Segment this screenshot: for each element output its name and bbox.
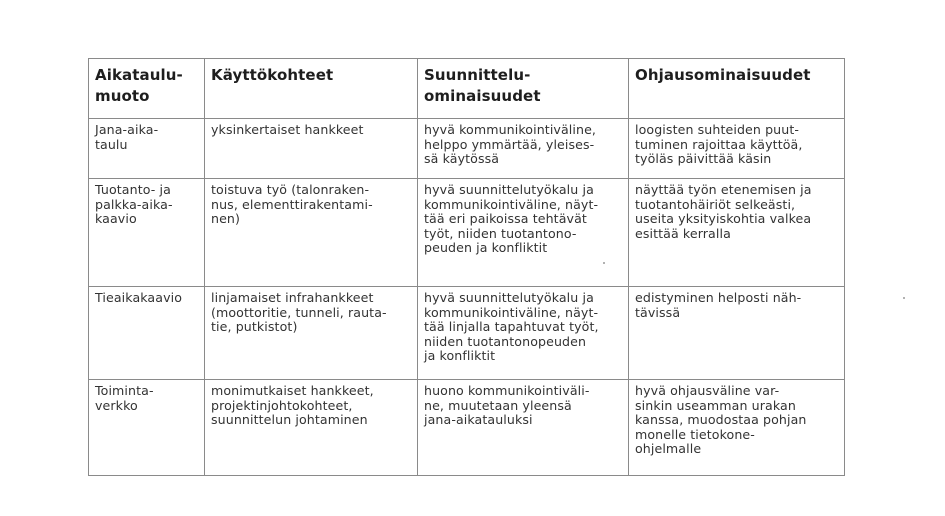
cell-line: tuminen rajoittaa käyttöä,	[635, 136, 803, 152]
cell-line: sä käytössä	[424, 151, 500, 167]
cell-line: tää eri paikoissa tehtävät	[424, 211, 587, 227]
cell-line: hyvä kommunikointiväline,	[424, 122, 597, 137]
header-line: Suunnittelu-	[424, 66, 531, 84]
header-line: muoto	[95, 87, 150, 105]
cell-line: monelle tietokone-	[635, 426, 755, 442]
cell-line: Tieaikakaavio	[95, 290, 183, 305]
cell-planning-features	[418, 119, 629, 179]
cell-line: tävissä	[635, 304, 681, 320]
table-body	[89, 119, 845, 476]
cell-line: kommunikointiväline, näyt-	[424, 196, 599, 212]
cell-line: yksinkertaiset hankkeet	[211, 122, 364, 137]
cell-line: Tuotanto- ja	[95, 182, 171, 197]
cell-line: linjamaiset infrahankkeet	[211, 290, 374, 305]
cell-line: nen)	[211, 211, 241, 227]
cell-line: tää linjalla tapahtuvat työt,	[424, 319, 599, 335]
cell-planning-features	[418, 179, 629, 287]
cell-line: helppo ymmärtää, yleises-	[424, 136, 595, 152]
cell-line: Jana-aika-	[95, 122, 159, 137]
header-control-features	[629, 59, 845, 119]
table-row	[89, 287, 845, 380]
cell-line: monimutkaiset hankkeet,	[211, 383, 374, 398]
cell-line: kommunikointiväline, näyt-	[424, 304, 599, 320]
cell-line: hyvä suunnittelutyökalu ja	[424, 290, 594, 305]
table-header	[89, 59, 845, 119]
cell-line: taulu	[95, 136, 128, 152]
cell-control-features	[629, 179, 845, 287]
scan-speck	[903, 297, 905, 299]
cell-use-cases	[205, 287, 418, 380]
cell-line: ne, muutetaan yleensä	[424, 397, 572, 413]
header-row	[89, 59, 845, 119]
cell-line: projektinjohtokohteet,	[211, 397, 353, 413]
cell-line: sinkin useamman urakan	[635, 397, 796, 413]
header-line: ominaisuudet	[424, 87, 541, 105]
cell-line: näyttää työn etenemisen ja	[635, 182, 812, 197]
cell-planning-features	[418, 380, 629, 476]
cell-line: nus, elementtirakentami-	[211, 196, 373, 212]
cell-line: hyvä suunnittelutyökalu ja	[424, 182, 594, 197]
scan-speck	[603, 262, 605, 264]
cell-line: työt, niiden tuotantono-	[424, 225, 577, 241]
cell-schedule-form	[89, 179, 205, 287]
cell-use-cases	[205, 119, 418, 179]
cell-line: tie, putkistot)	[211, 319, 298, 335]
cell-use-cases	[205, 179, 418, 287]
table-row	[89, 119, 845, 179]
cell-line: kanssa, muodostaa pohjan	[635, 412, 807, 428]
schedule-comparison-table	[88, 58, 845, 476]
cell-line: suunnittelun johtaminen	[211, 412, 368, 428]
header-planning-features	[418, 59, 629, 119]
cell-line: jana-aikatauluksi	[424, 412, 533, 428]
cell-line: toistuva työ (talonraken-	[211, 182, 370, 197]
cell-schedule-form	[89, 380, 205, 476]
header-schedule-form	[89, 59, 205, 119]
cell-line: Toiminta-	[95, 383, 154, 398]
cell-line: hyvä ohjausväline var-	[635, 383, 780, 398]
cell-line: peuden ja konfliktit	[424, 240, 548, 256]
cell-line: tuotantohäiriöt selkeästi,	[635, 196, 796, 212]
cell-line: työläs päivittää käsin	[635, 151, 772, 167]
cell-planning-features	[418, 287, 629, 380]
cell-control-features	[629, 380, 845, 476]
cell-line: huono kommunikointiväli-	[424, 383, 590, 398]
cell-line: verkko	[95, 397, 138, 413]
cell-line: useita yksityiskohtia valkea	[635, 211, 812, 227]
table-row	[89, 380, 845, 476]
cell-control-features	[629, 119, 845, 179]
header-line: Käyttökohteet	[211, 66, 334, 84]
cell-line: ja konfliktit	[424, 348, 496, 364]
cell-line: edistyminen helposti näh-	[635, 290, 802, 305]
cell-schedule-form	[89, 287, 205, 380]
cell-line: palkka-aika-	[95, 196, 173, 212]
header-line: Aikataulu-	[95, 66, 183, 84]
cell-control-features	[629, 287, 845, 380]
cell-line: esittää kerralla	[635, 225, 731, 241]
cell-line: kaavio	[95, 211, 137, 227]
cell-schedule-form	[89, 119, 205, 179]
cell-line: (moottoritie, tunneli, rauta-	[211, 304, 387, 320]
header-use-cases	[205, 59, 418, 119]
cell-line: niiden tuotantonopeuden	[424, 333, 587, 349]
header-line: Ohjausominaisuudet	[635, 66, 811, 84]
cell-line: loogisten suhteiden puut-	[635, 122, 800, 137]
cell-line: ohjelmalle	[635, 441, 702, 457]
table-row	[89, 179, 845, 287]
cell-use-cases	[205, 380, 418, 476]
